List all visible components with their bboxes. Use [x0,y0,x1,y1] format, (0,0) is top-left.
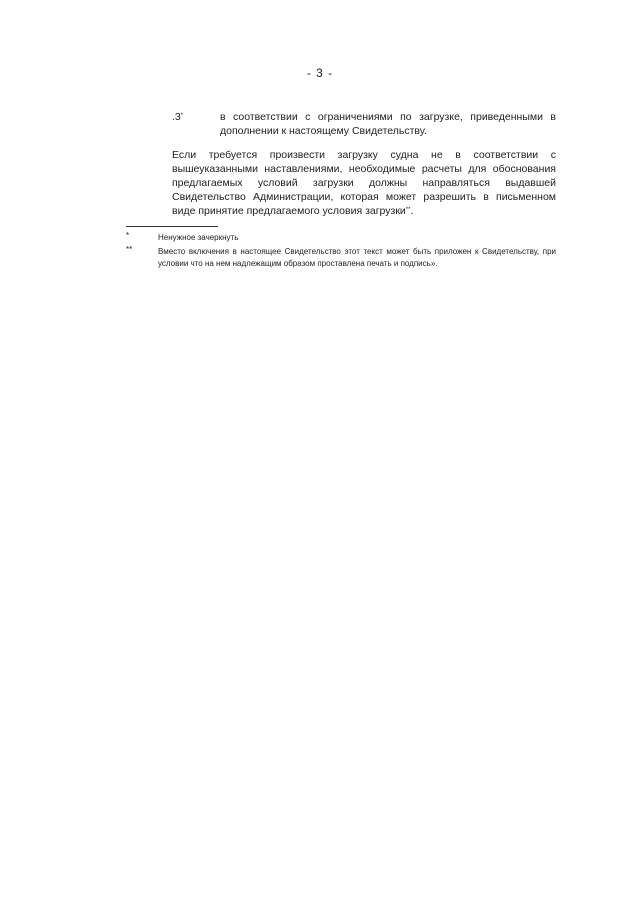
item-number [172,110,183,124]
footnote-ref: ** [405,207,411,213]
footnote-ref: * [180,113,184,119]
footnote-mark: ** [126,245,133,254]
footnote-mark: * [126,231,130,240]
footnote-text: Вместо включения в настоящее Свидетельство этот текст может быть приложен к Свидетельству, при условии что на нем надлежащим образом проставлена печать и подпись». [158,247,556,268]
item-text: в соответствии с ограничениями по загрузке, приведенными в дополнении к настоящему Свидетельству. [220,111,556,137]
paragraph-text: Если требуется произвести загрузку судна не в соответствии с вышеуказанными наставлениями, необходимые расчеты для обоснования предлагаемых условий загрузки должны направляться выдавшей Свидетельство Администрации, которая может разрешить в письменном виде принятие предлагаемого условия загрузки [172,149,556,217]
footnote-separator [126,226,218,227]
item-number-label: .3 [172,111,181,123]
body-paragraph [172,148,556,218]
footnote-text: Ненужное зачеркнуть [158,233,239,242]
paragraph-end-punct: . [410,205,414,217]
page-number: - 3 - [306,66,334,80]
